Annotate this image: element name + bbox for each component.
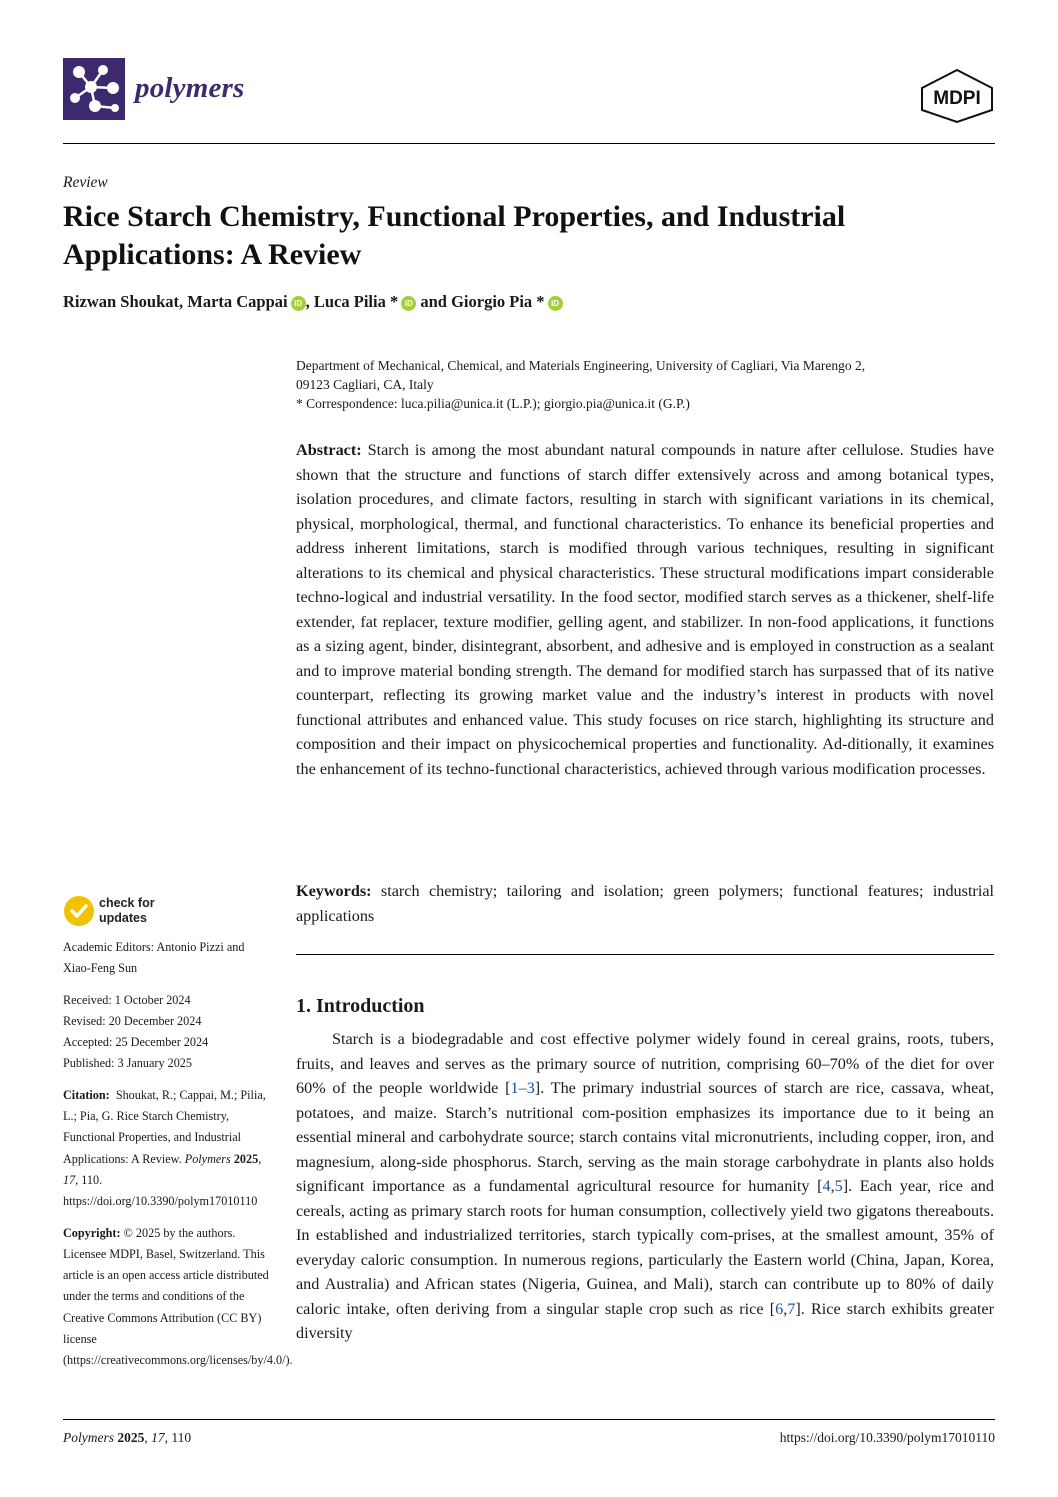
footer-divider: [63, 1419, 995, 1420]
published-date: Published: 3 January 2025: [63, 1056, 192, 1071]
footer-doi-link[interactable]: https://doi.org/10.3390/polym17010110: [779, 1430, 995, 1445]
orcid-icon[interactable]: iD: [291, 296, 306, 311]
check-badge-icon: [63, 895, 95, 927]
author-name[interactable]: Luca Pilia *: [313, 292, 399, 311]
orcid-icon[interactable]: iD: [548, 296, 563, 311]
header-divider: [63, 143, 995, 144]
affiliation: Department of Mechanical, Chemical, and Materials Engineering, University of Cagliari, Via Marengo 2, 09123 Cagliari, CA, Italy * Correspondence: luca.pilia@unica.it (L.P.); giorgio.pia@unica.it (G.P.): [296, 356, 976, 413]
article-info-sidebar: [63, 937, 293, 1382]
section-heading: 1. Introduction: [296, 995, 425, 1017]
citation-link[interactable]: 6: [775, 1299, 784, 1318]
academic-editors: Academic Editors: Antonio Pizzi and Xiao-Feng Sun: [63, 940, 245, 976]
journal-name: polymers: [135, 72, 245, 104]
keywords: [296, 879, 994, 928]
orcid-icon[interactable]: iD: [401, 296, 416, 311]
author-name[interactable]: and Giorgio Pia *: [420, 292, 545, 311]
author-list: Rizwan Shoukat, Marta Cappai iD , Luca Pilia * iD and Giorgio Pia * iD: [63, 292, 563, 312]
journal-logo: [63, 58, 125, 120]
author-name[interactable]: Marta Cappai: [187, 292, 288, 311]
author-name[interactable]: Rizwan Shoukat,: [63, 292, 184, 311]
mdpi-logo: [918, 68, 996, 124]
citation-link[interactable]: 5: [834, 1177, 843, 1195]
svg-text:MDPI: MDPI: [933, 88, 981, 109]
citation-link[interactable]: 4: [822, 1177, 831, 1195]
footer-citation: Polymers 2025, 17, 110: [63, 1430, 192, 1445]
citation-block: Citation: Shoukat, R.; Cappai, M.; Pilia, L.; Pia, G. Rice Starch Chemistry, Functional Properties, and Industrial Applications: A Review. Polymers 2025, 17, 110. https://doi.org/10.3390/polym17010110: [63, 1087, 266, 1209]
dates: [63, 990, 275, 1075]
keywords-label: Keywords:: [296, 882, 372, 900]
section-divider: [296, 954, 994, 955]
abstract-text: Starch is among the most abundant natural compounds in nature after cellulose. Studies have shown that the structure and functions of starch differ extensively across and among botanical types, isolation procedures, and climate factors, resulting in starch with significant variations in its chemical, physical, morphological, thermal, and functional characteristics. To enhance its beneficial properties and address inherent limitations, starch is modified through various techniques, resulting in significant alterations to its chemical and physical characteristics. These structural modifications impart considerable techno-logical and industrial versatility. In the food sector, modified starch serves as a thickener, shelf-life extender, fat replacer, texture modifier, gelling agent, and stabilizer. In non-food applications, it functions as a sizing agent, binder, disintegrant, absorbent, and adhesive and is employed in construction as a sealant and to improve material bonding strength. The demand for modified starch has surpassed that of its native counterpart, reflecting its growing market value and the industry’s interest in products with novel functional attributes and enhanced value. This study focuses on rice starch, highlighting its structure and composition and their impact on physicochemical properties and functionality. Ad-ditionally, it examines the enhancement of its techno-functional characteristics, achieved through various modification processes.: [296, 441, 995, 778]
paragraph: Starch is a biodegradable and cost effective polymer widely found in cereal grains, roots, tubers, fruits, and leaves and serves as the primary source of nutrition, comprising 60–70% of the diet for over 60% of the people worldwide [1–3]. The primary industrial sources of starch are rice, cassava, wheat, potatoes, and maize. Starch’s nutritional com-position emphasizes its importance due to it being an essential mineral and carbohydrate source; starch contains vital micronutrients, including copper, iron, and magnesium, along-side phosphorus. Starch, serving as the main storage carbohydrate in plants also holds significant importance as a fundamental agricultural resource for humanity [4,5]. Each year, rice and cereals, acting as primary starch roots for human consumption, collectively yield two gigatons thereabouts. In established and industrialized territories, starch typically com-prises, at the smallest amount, 35% of everyday caloric consumption. In numerous regions, particularly the Eastern world (China, Japan, Korea, and Australia) and African states (Nigeria, Guinea, and Mali), starch can contribute up to 80% of daily caloric intake, often deriving from a singular staple crop such as rice [6,7]. Rice starch exhibits greater diversity: [296, 1030, 994, 1342]
copyright-block: Copyright: © 2025 by the authors. Licensee MDPI, Basel, Switzerland. This article is an open access article distributed under the terms and conditions of the Creative Commons Attribution (CC BY) license (https://creativecommons.org/licenses/by/4.0/).: [63, 1225, 293, 1368]
citation-link[interactable]: 1–3: [510, 1079, 535, 1097]
correspondence: * Correspondence: luca.pilia@unica.it (L.P.); giorgio.pia@unica.it (G.P.): [296, 396, 690, 411]
accepted-date: Accepted: 25 December 2024: [63, 1035, 209, 1050]
doi-link[interactable]: 110. https://doi.org/10.3390/polym17010110: [63, 1172, 258, 1209]
keywords-text: starch chemistry; tailoring and isolation; green polymers; functional features; industrial applications: [296, 882, 995, 925]
abstract-label: Abstract:: [296, 441, 362, 459]
article-title: Rice Starch Chemistry, Functional Properties, and Industrial Applications: A Review: [63, 200, 846, 271]
citation-link[interactable]: 7: [787, 1299, 796, 1318]
abstract: [296, 438, 994, 781]
article-type: Review: [63, 174, 108, 191]
received-date: Received: 1 October 2024: [63, 992, 191, 1007]
revised-date: Revised: 20 December 2024: [63, 1013, 202, 1028]
check-for-updates-button[interactable]: check for updates: [63, 895, 173, 927]
introduction-body: [296, 1027, 994, 1346]
